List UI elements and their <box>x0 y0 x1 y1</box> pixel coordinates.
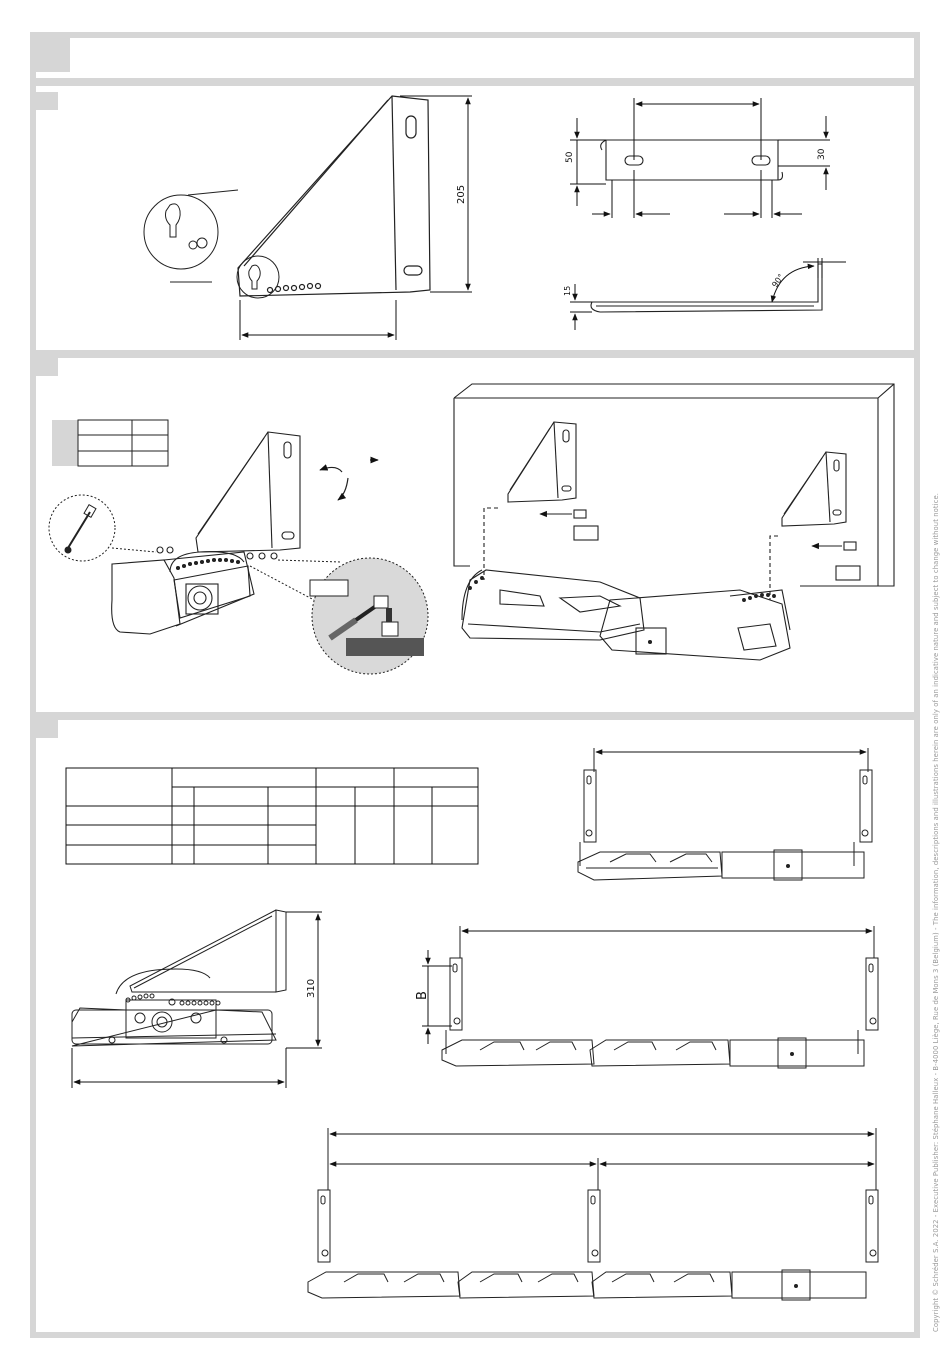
assembly-single-luminaire <box>578 748 872 880</box>
assembly-triple-luminaire <box>308 1128 878 1300</box>
plate-dimensions <box>570 98 830 218</box>
copyright-notice: Copyright © Schréder S.A. 2022 - Executive Publisher: Stéphane Halleux - B-4000 Liège, Rue de Mons 3 (Belgium) - The information, descriptions and illustrations herein are only of an indicative nature and subject to change without notice. <box>932 492 940 1332</box>
dim-15-label: 15 <box>563 285 572 296</box>
plate-side-view <box>591 264 822 312</box>
bracket-side-view <box>238 96 430 296</box>
plate-front-view <box>601 140 783 180</box>
assembly-double-luminaire <box>442 926 878 1068</box>
dim-205 <box>240 96 472 340</box>
angle-90-label: 90° <box>770 272 786 290</box>
spec-table-large <box>66 768 478 864</box>
dim-b-label: B <box>415 991 430 1000</box>
bolt-detail-callout <box>250 558 428 674</box>
dim-310-label: 310 <box>306 978 317 998</box>
torque-wrench-detail <box>49 495 156 561</box>
plate-side-dimensions <box>570 258 846 330</box>
dim-50-label: 50 <box>565 151 575 163</box>
dim-30-label: 30 <box>817 148 827 160</box>
side-elevation-assembly <box>72 910 286 1046</box>
wall-installation-view <box>454 384 894 660</box>
rotation-arrows <box>320 460 378 500</box>
dim-205-label: 205 <box>456 184 467 204</box>
spec-table-small <box>52 420 168 466</box>
